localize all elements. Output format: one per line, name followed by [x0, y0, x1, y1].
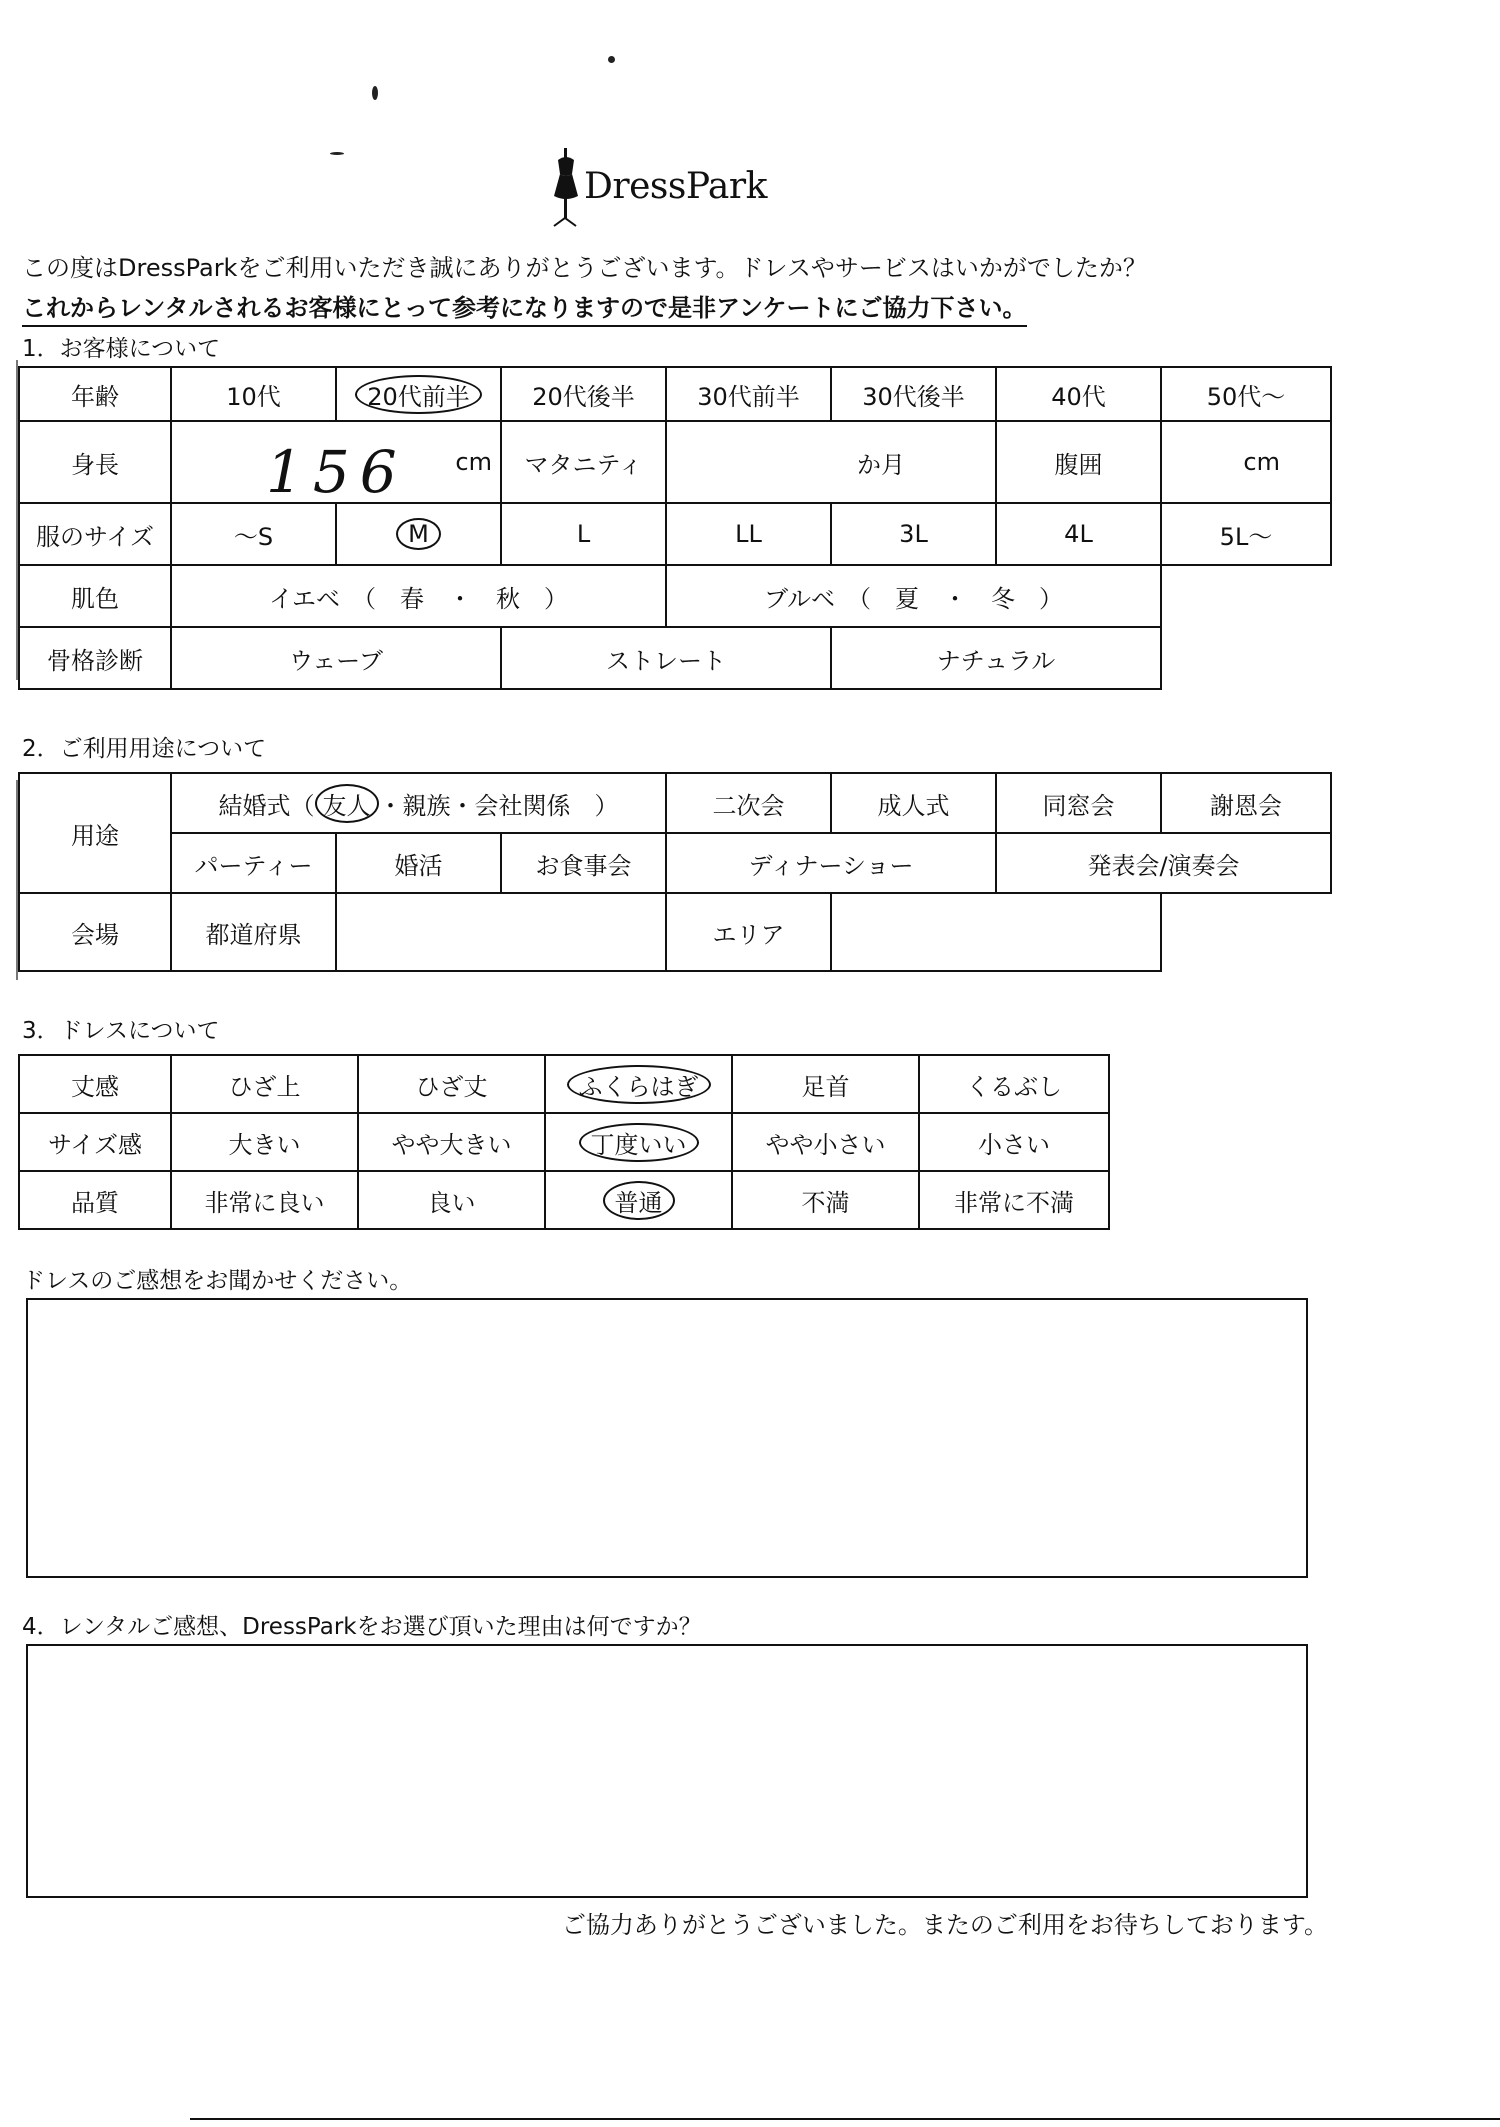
quality-option[interactable]: 非常に良い: [171, 1171, 358, 1229]
fit-option-selected[interactable]: [545, 1113, 732, 1171]
purpose-option[interactable]: 二次会: [666, 773, 831, 833]
age-option[interactable]: 50代～: [1161, 367, 1331, 421]
purpose-option[interactable]: 謝恩会: [1161, 773, 1331, 833]
area-label: エリア: [666, 893, 831, 971]
size-option[interactable]: 3L: [831, 503, 996, 565]
waist-unit: cm: [1243, 448, 1280, 476]
quality-label: 品質: [19, 1171, 171, 1229]
venue-label: 会場: [19, 893, 171, 971]
purpose-option[interactable]: 婚活: [336, 833, 501, 893]
age-option-selected[interactable]: [336, 367, 501, 421]
fit-option[interactable]: やや小さい: [732, 1113, 919, 1171]
reason-comment-box[interactable]: [26, 1644, 1308, 1898]
handwritten-height: 156: [266, 438, 407, 506]
wedding-option[interactable]: [171, 773, 666, 833]
quality-option[interactable]: 不満: [732, 1171, 919, 1229]
section-2-title: 2．ご利用用途について: [22, 736, 267, 762]
length-option[interactable]: ひざ上: [171, 1055, 358, 1113]
brand-logo: [548, 148, 788, 228]
fit-label: サイズ感: [19, 1113, 171, 1171]
purpose-option[interactable]: ディナーショー: [666, 833, 996, 893]
length-label: 丈感: [19, 1055, 171, 1113]
selection-circle: 丁度いい: [579, 1123, 699, 1162]
intro-line-2: これからレンタルされるお客様にとって参考になりますので是非アンケートにご協力下さい。: [22, 288, 1027, 327]
selection-circle: 20代前半: [355, 375, 482, 414]
frame-label: 骨格診断: [19, 627, 171, 689]
maternity-month-unit: か月: [857, 450, 905, 479]
size-row: [19, 503, 1331, 565]
section-4-title: 4．レンタルご感想、DressParkをお選び頂いた理由は何ですか？: [22, 1614, 702, 1640]
venue-row: [19, 893, 1331, 971]
age-option[interactable]: 40代: [996, 367, 1161, 421]
selection-circle: 普通: [603, 1181, 675, 1220]
purpose-label: 用途: [19, 773, 171, 893]
maternity-label: マタニティ: [501, 421, 666, 503]
waist-field[interactable]: [1161, 421, 1331, 503]
wedding-prefix: 結婚式（: [218, 791, 315, 820]
waist-label: 腹囲: [996, 421, 1161, 503]
purpose-option[interactable]: 同窓会: [996, 773, 1161, 833]
brand-name: DressPark: [584, 166, 767, 207]
height-label: 身長: [19, 421, 171, 503]
skin-row: [19, 565, 1331, 627]
length-option[interactable]: くるぶし: [919, 1055, 1109, 1113]
quality-option[interactable]: 非常に不満: [919, 1171, 1109, 1229]
quality-option[interactable]: 良い: [358, 1171, 545, 1229]
frame-option[interactable]: ウェーブ: [171, 627, 501, 689]
length-option[interactable]: 足首: [732, 1055, 919, 1113]
size-option[interactable]: 5L～: [1161, 503, 1331, 565]
skin-yellow-option[interactable]: イエベ （ 春 ・ 秋 ）: [171, 565, 666, 627]
scan-speck: [608, 56, 615, 63]
purpose-option[interactable]: パーティー: [171, 833, 336, 893]
dress-comment-box[interactable]: [26, 1298, 1308, 1578]
prefecture-label: 都道府県: [171, 893, 336, 971]
height-row: [19, 421, 1331, 503]
size-option-selected[interactable]: [336, 503, 501, 565]
purpose-option[interactable]: 発表会/演奏会: [996, 833, 1331, 893]
frame-option[interactable]: ナチュラル: [831, 627, 1161, 689]
purpose-row-1: [19, 773, 1331, 833]
age-option[interactable]: 30代前半: [666, 367, 831, 421]
length-option-selected[interactable]: [545, 1055, 732, 1113]
wedding-suffix: ・親族・会社関係 ）: [378, 791, 619, 820]
size-option[interactable]: ～S: [171, 503, 336, 565]
size-option[interactable]: L: [501, 503, 666, 565]
maternity-field[interactable]: [666, 421, 996, 503]
purpose-table: [18, 772, 1332, 972]
fit-row: [19, 1113, 1109, 1171]
age-option[interactable]: 10代: [171, 367, 336, 421]
selection-circle: 友人: [315, 784, 379, 823]
page-bottom-rule: [190, 2118, 1500, 2120]
purpose-option[interactable]: お食事会: [501, 833, 666, 893]
quality-row: [19, 1171, 1109, 1229]
height-unit: cm: [455, 448, 492, 476]
purpose-row-2: [19, 833, 1331, 893]
frame-option[interactable]: ストレート: [501, 627, 831, 689]
prefecture-field[interactable]: [336, 893, 666, 971]
intro-line-1: この度はDressParkをご利用いただき誠にありがとうございます。ドレスやサービスはいかがでしたか？: [22, 254, 1147, 282]
section-1-title: 1．お客様について: [22, 336, 221, 362]
age-option[interactable]: 20代後半: [501, 367, 666, 421]
dress-table: [18, 1054, 1110, 1230]
quality-option-selected[interactable]: [545, 1171, 732, 1229]
length-row: [19, 1055, 1109, 1113]
frame-row: [19, 627, 1331, 689]
fit-option[interactable]: やや大きい: [358, 1113, 545, 1171]
length-option[interactable]: ひざ丈: [358, 1055, 545, 1113]
section-3-title: 3．ドレスについて: [22, 1018, 220, 1044]
age-label: 年齢: [19, 367, 171, 421]
dress-form-icon: [548, 148, 584, 228]
purpose-option[interactable]: 成人式: [831, 773, 996, 833]
fit-option[interactable]: 小さい: [919, 1113, 1109, 1171]
scan-speck: [330, 152, 344, 155]
fit-option[interactable]: 大きい: [171, 1113, 358, 1171]
closing-message: ご協力ありがとうございました。またのご利用をお待ちしております。: [561, 1911, 1328, 1939]
age-option[interactable]: 30代後半: [831, 367, 996, 421]
size-label: 服のサイズ: [19, 503, 171, 565]
area-field[interactable]: [831, 893, 1161, 971]
skin-label: 肌色: [19, 565, 171, 627]
skin-blue-option[interactable]: ブルベ （ 夏 ・ 冬 ）: [666, 565, 1161, 627]
size-option[interactable]: 4L: [996, 503, 1161, 565]
dress-comment-prompt: ドレスのご感想をお聞かせください。: [22, 1268, 413, 1294]
scan-speck: [372, 86, 378, 100]
selection-circle: M: [396, 518, 441, 550]
customer-table: [18, 366, 1332, 690]
size-option[interactable]: LL: [666, 503, 831, 565]
selection-circle: ふくらはぎ: [567, 1065, 711, 1104]
age-row: [19, 367, 1331, 421]
